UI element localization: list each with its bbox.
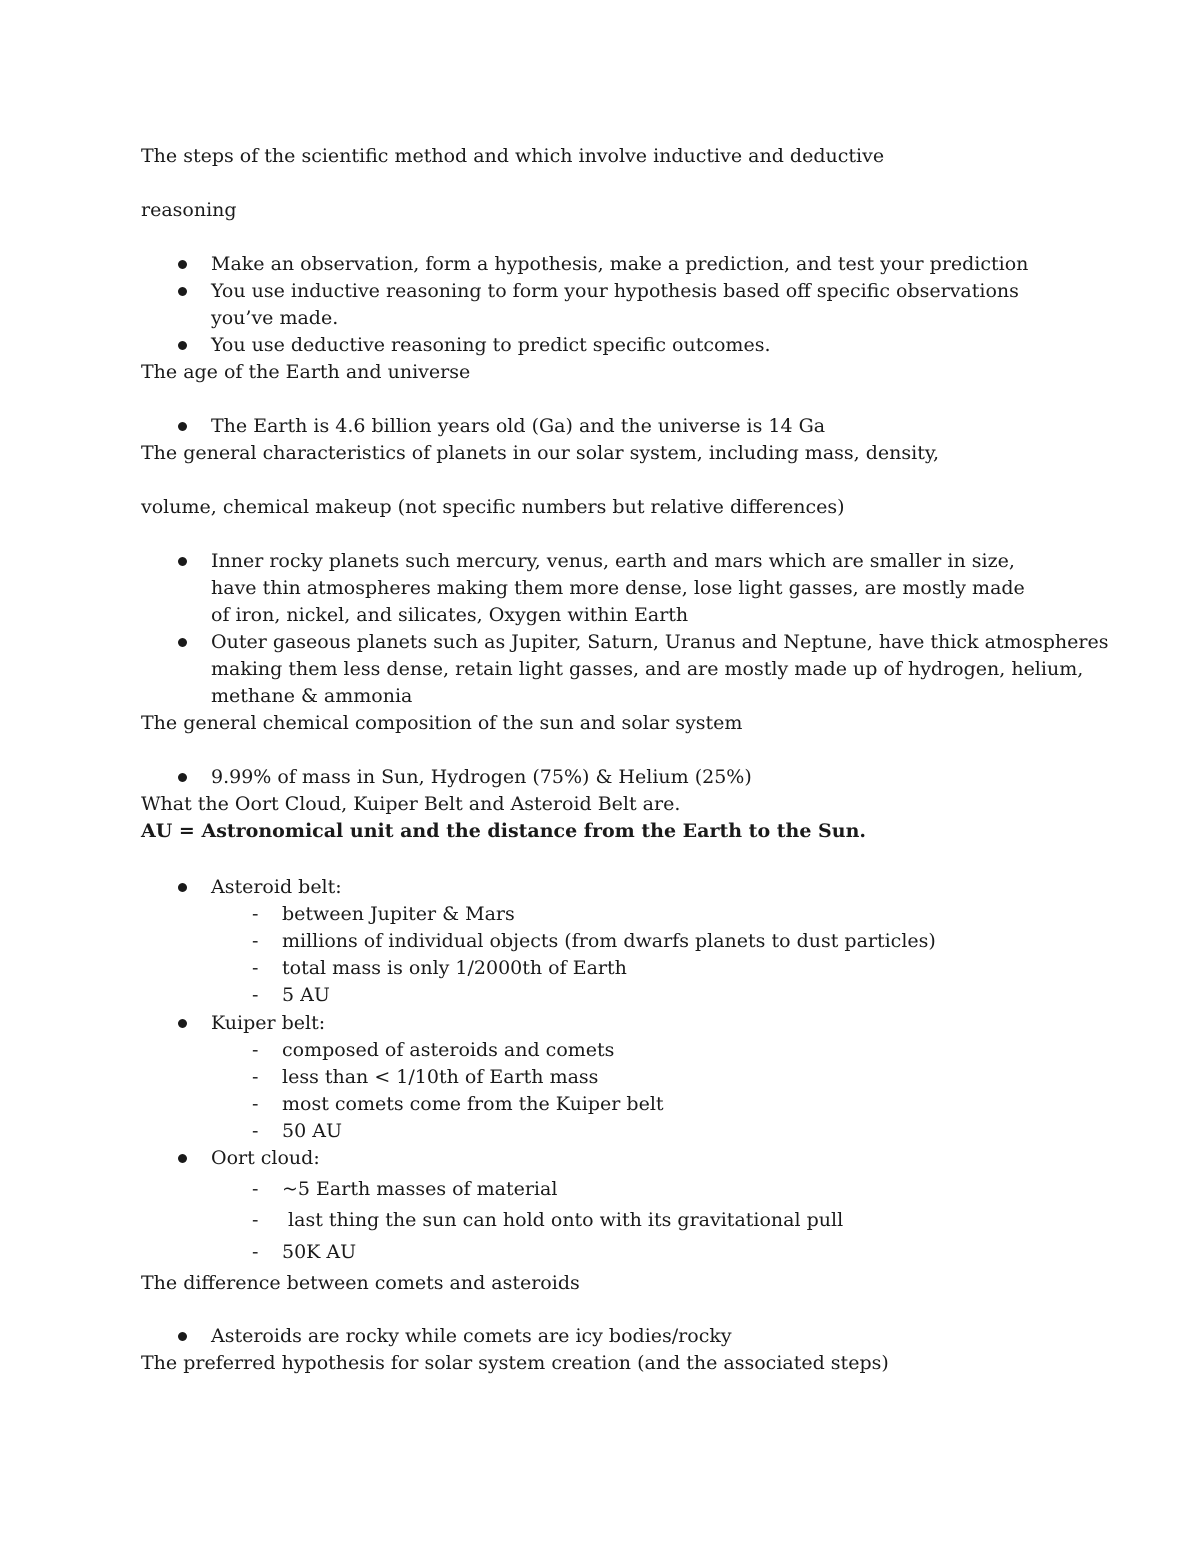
dash-marker: - (252, 1209, 259, 1231)
sub-list-item: millions of individual objects (from dwarfs planets to dust particles) (282, 930, 936, 952)
sub-list-item: composed of asteroids and comets (282, 1039, 615, 1061)
sub-list-item: 5 AU (282, 984, 330, 1006)
dash-marker: - (252, 903, 259, 925)
dash-marker: - (252, 984, 259, 1006)
list-item: Outer gaseous planets such as Jupiter, Saturn, Uranus and Neptune, have thick atmospheres (211, 631, 1109, 653)
sub-list-item: last thing the sun can hold onto with its gravitational pull (282, 1209, 844, 1231)
bullet-icon (178, 557, 187, 566)
bullet-icon (178, 287, 187, 296)
dash-marker: - (252, 1120, 259, 1142)
sub-list-item: less than < 1/10th of Earth mass (282, 1066, 599, 1088)
heading-hypothesis: The preferred hypothesis for solar system creation (and the associated steps) (141, 1352, 889, 1374)
bullet-icon (178, 1019, 187, 1028)
bullet-icon (178, 773, 187, 782)
sub-list-item: between Jupiter & Mars (282, 903, 515, 925)
dash-marker: - (252, 1039, 259, 1061)
list-item: You use inductive reasoning to form your hypothesis based off specific observations (211, 280, 1019, 302)
kuiper-belt-label: Kuiper belt: (211, 1012, 326, 1034)
bullet-icon (178, 883, 187, 892)
bullet-icon (178, 1332, 187, 1341)
list-item: Make an observation, form a hypothesis, make a prediction, and test your prediction (211, 253, 1029, 275)
list-item: Inner rocky planets such mercury, venus, earth and mars which are smaller in size, (211, 550, 1015, 572)
sub-list-item: most comets come from the Kuiper belt (282, 1093, 664, 1115)
list-item: Asteroids are rocky while comets are icy bodies/rocky (211, 1325, 732, 1347)
sub-list-item: total mass is only 1/2000th of Earth (282, 957, 627, 979)
bullet-icon (178, 341, 187, 350)
heading-belts: What the Oort Cloud, Kuiper Belt and Asteroid Belt are. (141, 793, 681, 815)
bullet-icon (178, 422, 187, 431)
au-definition: AU = Astronomical unit and the distance from the Earth to the Sun. (141, 820, 867, 842)
list-item-continuation: have thin atmospheres making them more dense, lose light gasses, are mostly made (211, 577, 1025, 599)
sub-list-item: 50K AU (282, 1241, 357, 1263)
heading-scientific-method-cont: reasoning (141, 199, 237, 221)
list-item-continuation: you’ve made. (211, 307, 339, 329)
dash-marker: - (252, 1093, 259, 1115)
list-item: The Earth is 4.6 billion years old (Ga) and the universe is 14 Ga (211, 415, 826, 437)
dash-marker: - (252, 1241, 259, 1263)
heading-planets: The general characteristics of planets in our solar system, including mass, density, (141, 442, 940, 464)
list-item-continuation: methane & ammonia (211, 685, 413, 707)
dash-marker: - (252, 930, 259, 952)
list-item-continuation: of iron, nickel, and silicates, Oxygen within Earth (211, 604, 689, 626)
dash-marker: - (252, 1066, 259, 1088)
bullet-icon (178, 638, 187, 647)
asteroid-belt-label: Asteroid belt: (211, 876, 342, 898)
sub-list-item: ~5 Earth masses of material (282, 1178, 558, 1200)
heading-composition: The general chemical composition of the sun and solar system (141, 712, 743, 734)
bullet-icon (178, 1154, 187, 1163)
sub-list-item: 50 AU (282, 1120, 342, 1142)
heading-age: The age of the Earth and universe (141, 361, 471, 383)
list-item: You use deductive reasoning to predict specific outcomes. (211, 334, 771, 356)
bullet-icon (178, 260, 187, 269)
dash-marker: - (252, 957, 259, 979)
heading-scientific-method: The steps of the scientific method and which involve inductive and deductive (141, 145, 885, 167)
list-item: 9.99% of mass in Sun, Hydrogen (75%) & Helium (25%) (211, 766, 752, 788)
heading-planets-cont: volume, chemical makeup (not specific numbers but relative differences) (141, 496, 845, 518)
oort-cloud-label: Oort cloud: (211, 1147, 320, 1169)
list-item-continuation: making them less dense, retain light gasses, and are mostly made up of hydrogen, helium, (211, 658, 1084, 680)
dash-marker: - (252, 1178, 259, 1200)
heading-comets: The difference between comets and asteroids (141, 1272, 580, 1294)
